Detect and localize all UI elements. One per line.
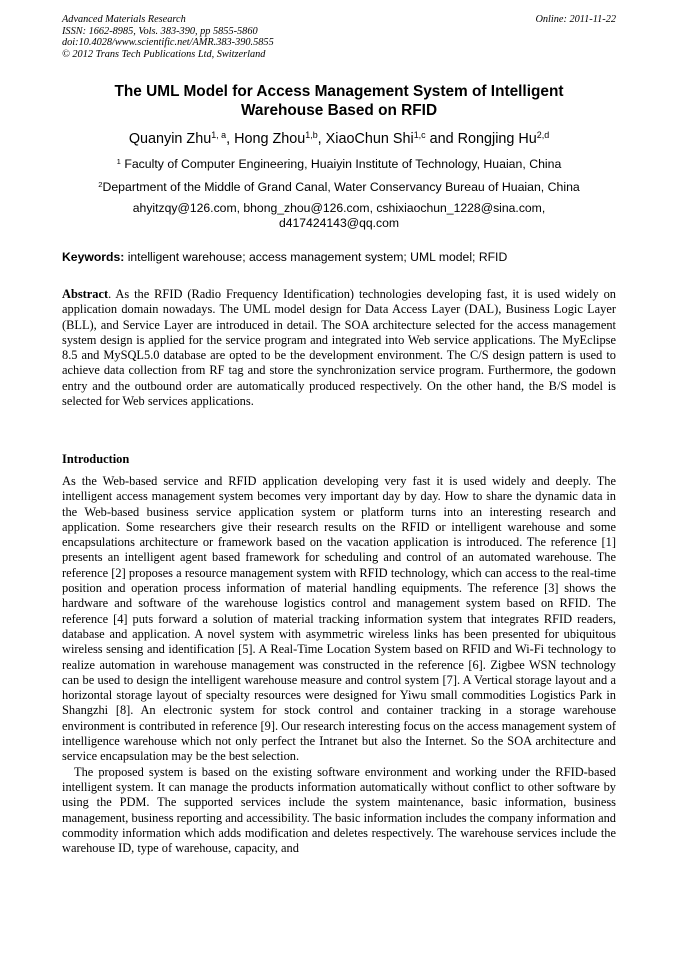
- author-name: Hong Zhou: [234, 131, 306, 147]
- title-line-2: Warehouse Based on RFID: [240, 102, 438, 119]
- keywords-label: Keywords:: [62, 250, 125, 264]
- affiliation-text: Faculty of Computer Engineering, Huaiyin Institute of Technology, Huaian, China: [124, 157, 562, 171]
- paper-title: [62, 82, 616, 120]
- journal-header: [62, 14, 616, 60]
- abstract-text: . As the RFID (Radio Frequency Identification) technologies developing fast, it is used widely on application domain nowadays. The UML model design for Data Access Layer (DAL), Business Logic Layer (BLL), and Service Layer are introduced in detail. The SOA architecture selected for the access management system design is applied for the service program and integrated into Web service applications. The MyEclipse 8.5 and MySQL5.0 database are opted to be the development environment. The C/S design pattern is used to achieve data collection from RF tag and store the synchronization service program. Furthermore, the godown entry and the outbound order are automatically produced respectively. On the other hand, the B/S model is selected for Web services applications.: [62, 287, 616, 409]
- keywords-text: intelligent warehouse; access management system; UML model; RFID: [124, 250, 508, 264]
- author-name: XiaoChun Shi: [325, 131, 414, 147]
- email-line-1: ahyitzqy@126.com, bhong_zhou@126.com, cshixiaochun_1228@sina.com,: [132, 201, 546, 215]
- online-date: Online: 2011-11-22: [535, 14, 616, 25]
- affiliation-1: [62, 157, 616, 172]
- author-sup: 1, a: [211, 130, 227, 141]
- issn-line: ISSN: 1662-8985, Vols. 383-390, pp 5855-5860: [62, 25, 258, 37]
- affiliation-text: Department of the Middle of Grand Canal, Water Conservancy Bureau of Huaian, China: [102, 180, 580, 194]
- introduction-body: [62, 474, 616, 856]
- author-name: Quanyin Zhu: [128, 131, 212, 147]
- abstract: [62, 287, 616, 409]
- author-name: Rongjing Hu: [457, 131, 537, 147]
- author-sup: 1,c: [413, 130, 426, 141]
- copyright-line: © 2012 Trans Tech Publications Ltd, Switzerland: [62, 48, 266, 60]
- author-sup: 1,b: [305, 130, 318, 141]
- doi-line: doi:10.4028/www.scientific.net/AMR.383-390.5855: [62, 37, 274, 49]
- title-line-1: The UML Model for Access Management System of Intelligent: [114, 83, 564, 100]
- section-heading-introduction: Introduction: [62, 452, 130, 466]
- abstract-label: Abstract: [62, 287, 109, 301]
- author-sep: ,: [317, 131, 326, 147]
- intro-paragraph-2: The proposed system is based on the existing software environment and working under the RFID-based intelligent system. It can manage the products information automatically without conflict to other software by using the PDM. The supported services include the system maintenance, basic information, business management, business reporting and accessibility. The basic information includes the company information and commodity information which adds modification and deletes respectively. The warehouse services include the warehouse ID, type of warehouse, capacity, and: [62, 764, 616, 856]
- keywords: [62, 250, 622, 265]
- author-sep: and: [425, 131, 458, 147]
- email-line-2: d417424143@qq.com: [278, 216, 400, 231]
- author-emails: [62, 201, 616, 232]
- author-list: [62, 130, 616, 148]
- author-sup: 2,d: [536, 130, 550, 141]
- affiliation-num: 2: [98, 179, 103, 189]
- intro-paragraph-1: As the Web-based service and RFID application developing very fast it is used widely and deeply. The intelligent access management system becomes very important day by day. How to share the dynamic data in the Web-based business service application system or platform turns into an interesting research and application. Some researchers give their research results on the RFID or intelligent warehouse and some encapsulations architecture or framework based on the vacation application is introduced. The reference [1] presents an intelligent agent based framework for scheduling and control of an automated warehouse. The reference [2] proposes a resource management system with RFID technology, which can access to the real-time position and operation process information of material handling equipments. The reference [3] shows the hardware and software of the warehouse logistics control and management system based on RFID. The reference [4] puts forward a solution of material tracking information system that integrates RFID readers, database and application. A novel system with asymmetric wireless links has been presented for ubiquitous wireless sensing and identification [5]. A Real-Time Location System based on RFID and Wi-Fi technology to realize automation in warehouse management was constructed in the reference [6]. Zigbee WSN technology can be used to design the intelligent warehouse measure and control system [7]. A Vertical storage layout and a horizontal storage layout of specialty resources were designed for Yiwu small commodities Logistics Park in Shangzhi [8]. An electronic system for stock control and container tracking in a storage warehouse environment is contributed in reference [9]. Our research interesting focus on the access management system of intelligence warehouse which not only perfect the Intranet but also the Internet. So the SOA architecture and service encapsulation may be the best selection.: [62, 474, 616, 764]
- author-sep: ,: [226, 131, 235, 147]
- affiliation-num: 1: [116, 156, 121, 166]
- journal-name: Advanced Materials Research: [62, 14, 186, 25]
- affiliation-2: [62, 180, 616, 195]
